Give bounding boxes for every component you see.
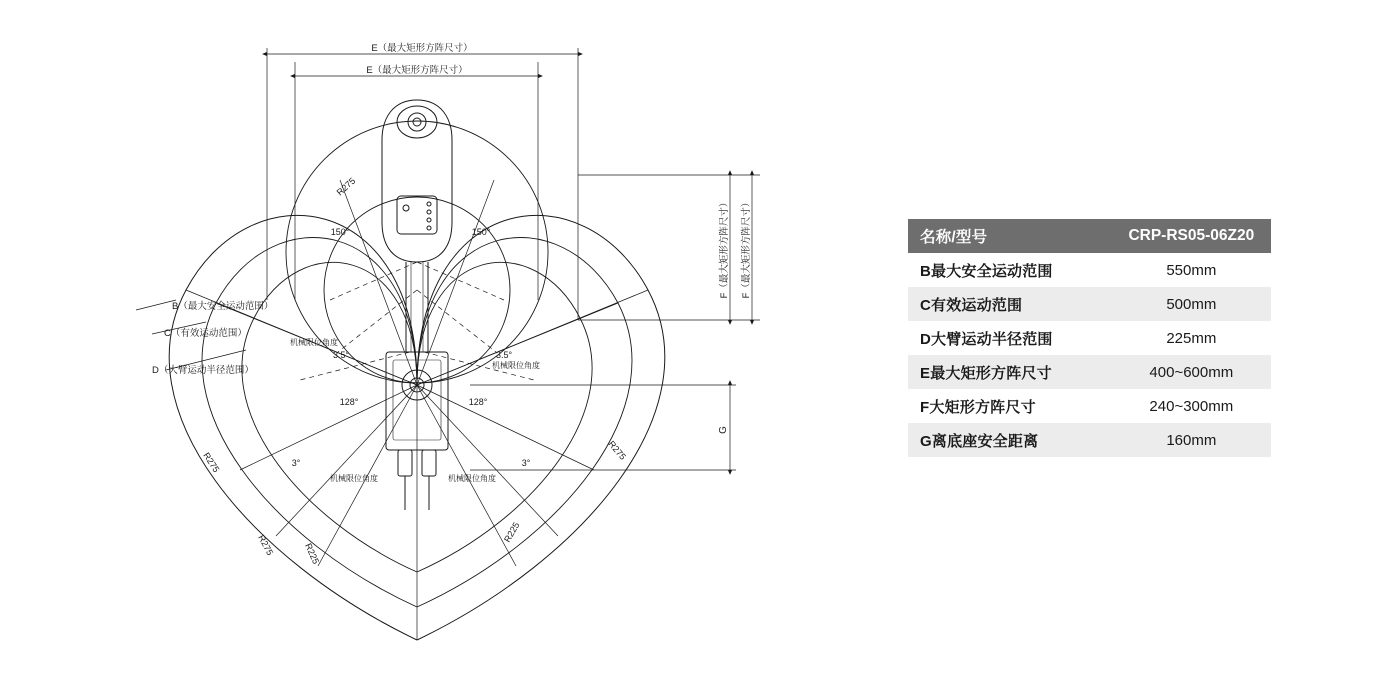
angle-label-0: 150° — [330, 227, 350, 237]
radial-construction-lines — [186, 180, 648, 640]
row-value-f: 240~300mm — [1112, 389, 1271, 423]
table-header-label: 名称/型号 — [908, 219, 1112, 253]
row-label-c: C有效运动范围 — [908, 287, 1112, 321]
dim-label-e-inner: E（最大矩形方阵尺寸） — [366, 65, 468, 76]
dim-label-f-inner: F（最大矩形方阵尺寸） — [719, 197, 730, 299]
table-row — [908, 253, 1271, 287]
angle-label-1: 150° — [471, 227, 491, 237]
radius-label-1: R275 — [606, 438, 628, 462]
spec-table — [908, 219, 1271, 457]
angle-label-5: 128° — [468, 397, 488, 407]
radius-label-3: R275 — [256, 533, 276, 557]
mech-limit-label-1: 机械限位角度 — [492, 361, 540, 370]
angle-label-3: 3.5° — [495, 350, 513, 360]
row-label-d: D大臂运动半径范围 — [908, 321, 1112, 355]
row-value-c: 500mm — [1112, 287, 1271, 321]
row-label-e: E最大矩形方阵尺寸 — [908, 355, 1112, 389]
dim-label-f-outer: F（最大矩形方阵尺寸） — [741, 197, 752, 299]
radius-label-2: R275 — [201, 450, 222, 475]
mech-limit-label-2: 机械限位角度 — [330, 474, 378, 483]
angle-label-7: 3° — [521, 458, 531, 468]
dim-label-g: G — [718, 426, 729, 434]
table-header-model: CRP-RS05-06Z20 — [1112, 219, 1271, 253]
range-label-b: B（最大安全运动范围） — [172, 301, 274, 312]
table-row — [908, 355, 1271, 389]
table-row — [908, 423, 1271, 457]
radius-label-0: R275 — [334, 175, 358, 198]
table-row — [908, 287, 1271, 321]
row-label-f: F大矩形方阵尺寸 — [908, 389, 1112, 423]
row-value-b: 550mm — [1112, 253, 1271, 287]
row-label-g: G离底座安全距离 — [908, 423, 1112, 457]
radius-label-5: R225 — [502, 520, 522, 544]
radius-label-4: R225 — [303, 541, 322, 566]
row-value-d: 225mm — [1112, 321, 1271, 355]
row-value-g: 160mm — [1112, 423, 1271, 457]
angle-label-6: 3° — [291, 458, 301, 468]
angle-label-2: 3.5° — [332, 350, 350, 360]
table-row — [908, 321, 1271, 355]
table-header-row — [908, 219, 1271, 253]
right-dimension-lines — [470, 175, 760, 470]
row-value-e: 400~600mm — [1112, 355, 1271, 389]
top-dimension-lines — [267, 48, 578, 320]
range-label-c: C（有效运动范围） — [164, 328, 247, 339]
row-label-b: B最大安全运动范围 — [908, 253, 1112, 287]
mech-limit-label-0: 机械限位角度 — [290, 338, 338, 347]
dim-label-e-outer: E（最大矩形方阵尺寸） — [371, 43, 473, 54]
table-row — [908, 389, 1271, 423]
angle-label-4: 128° — [339, 397, 359, 407]
range-label-d: D（大臂运动半径范围） — [152, 365, 254, 376]
mech-limit-label-3: 机械限位角度 — [448, 474, 496, 483]
